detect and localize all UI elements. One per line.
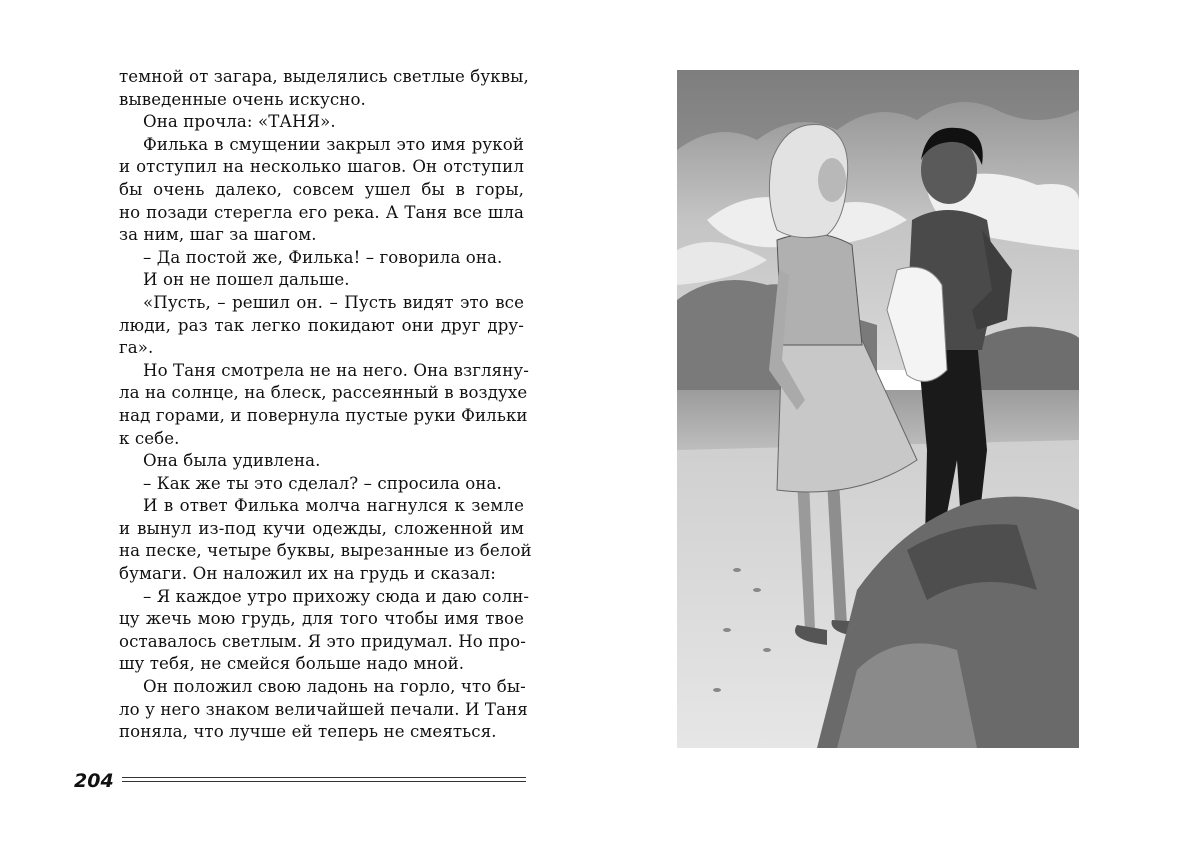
text-line: темной от загара, выделялись светлые буквы,: [119, 67, 529, 86]
text-line: и отступил на несколько шагов. Он отступил: [119, 157, 524, 177]
paragraph-2: [119, 111, 524, 134]
footer-rule: [122, 777, 526, 778]
text-line: Но Таня смотрела не на него. Она взгляну-: [143, 360, 529, 380]
text-line: над горами, и повернула пустые руки Фильки: [119, 405, 528, 425]
text-line: Он положил свою ладонь на горло, что бы-: [143, 677, 526, 697]
text-line: люди, раз так легко покидают они друг дру-: [119, 315, 524, 335]
illustration: [677, 70, 1079, 748]
paragraph-5: [119, 269, 524, 292]
text-line: Филька в смущении закрыл это имя рукой: [143, 134, 524, 154]
page-number: 204: [74, 770, 114, 792]
paragraph-12: [119, 676, 528, 744]
paragraph-7: [119, 360, 529, 450]
paragraph-11: [119, 586, 530, 676]
text-line: ла на солнце, на блеск, рассеянный в воздухе: [119, 383, 528, 403]
text-line: га».: [119, 338, 154, 358]
text-line: за ним, шаг за шагом.: [119, 225, 317, 245]
text-line: поняла, что лучше ей теперь не смеяться.: [119, 722, 497, 742]
text-column: [119, 66, 532, 744]
paragraph-3: [119, 134, 524, 247]
text-line: и вынул из-под кучи одежды, сложенной им: [119, 518, 524, 538]
text-line: Она была удивлена.: [143, 451, 321, 471]
paragraph-8: [119, 450, 524, 473]
paragraph-10: [119, 495, 532, 585]
text-line: но позади стерегла его река. А Таня все шла: [119, 202, 524, 222]
text-line: шу тебя, не смейся больше надо мной.: [119, 654, 465, 674]
paragraph-4: [119, 247, 524, 270]
text-line: И в ответ Филька молча нагнулся к земле: [143, 496, 524, 516]
paragraph-9: [119, 473, 524, 496]
text-line: на песке, четыре буквы, вырезанные из белой: [119, 541, 532, 561]
text-line: к себе.: [119, 428, 180, 448]
girl-face: [818, 158, 846, 202]
text-line: – Да постой же, Филька! – говорила она.: [143, 247, 503, 267]
text-line: ло у него знаком величайшей печали. И Таня: [119, 699, 528, 719]
illustration-drawing: [677, 70, 1079, 748]
text-line: бы очень далеко, совсем ушел бы в горы,: [119, 179, 524, 199]
paragraph-1: [119, 66, 529, 111]
girl-dress-top: [777, 234, 862, 345]
text-line: оставалось светлым. Я это придумал. Но про-: [119, 631, 526, 651]
text-line: И он не пошел дальше.: [143, 270, 350, 290]
text-line: – Как же ты это сделал? – спросила она.: [143, 473, 502, 493]
text-line: – Я каждое утро прихожу сюда и даю солн-: [143, 586, 530, 606]
footer-rule: [122, 781, 526, 782]
paragraph-6: [119, 292, 524, 360]
text-line: бумаги. Он наложил их на грудь и сказал:: [119, 564, 496, 584]
page-footer: [74, 770, 526, 792]
text-line: Она прочла: «ТАНЯ».: [143, 112, 336, 132]
mountain: [977, 327, 1079, 390]
text-line: цу жечь мою грудь, для того чтобы имя твое: [119, 609, 524, 629]
text-line: выведенные очень искусно.: [119, 89, 366, 109]
text-line: «Пусть, – решил он. – Пусть видят это все: [143, 292, 524, 312]
